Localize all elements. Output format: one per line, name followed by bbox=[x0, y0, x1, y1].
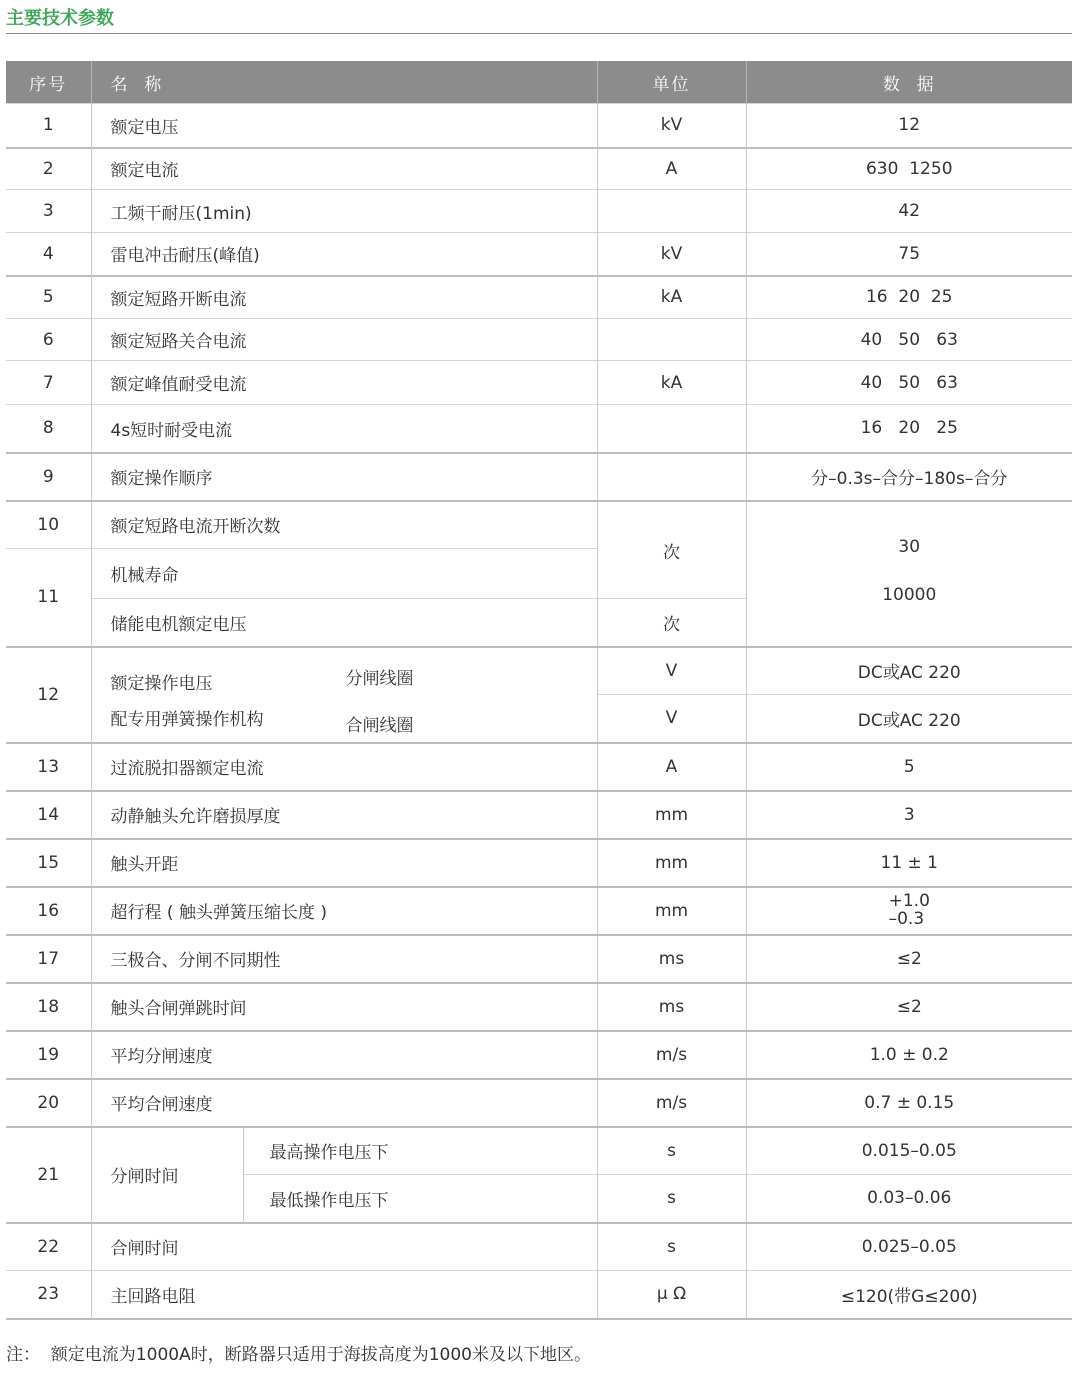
row-value: 16 20 25 bbox=[746, 276, 1072, 319]
row-unit: A bbox=[597, 743, 746, 791]
row-name: 额定短路电流开断次数 bbox=[91, 501, 597, 549]
row-no: 22 bbox=[6, 1223, 91, 1271]
table-row bbox=[6, 1079, 1072, 1127]
row-unit: mm bbox=[597, 839, 746, 887]
row-unit bbox=[597, 405, 746, 453]
row-no: 20 bbox=[6, 1079, 91, 1127]
row-name-line: 配专用弹簧操作机构 bbox=[110, 709, 264, 730]
row-value: 11 ± 1 bbox=[746, 839, 1072, 887]
row-no: 23 bbox=[6, 1271, 91, 1319]
table-row bbox=[6, 233, 1072, 276]
row-no: 13 bbox=[6, 743, 91, 791]
row-no: 9 bbox=[6, 453, 91, 501]
row-unit: mm bbox=[597, 791, 746, 839]
header-name: 名 称 bbox=[91, 61, 597, 104]
row-name: 额定电流 bbox=[91, 148, 597, 190]
row-name: 触头合闸弹跳时间 bbox=[91, 983, 597, 1031]
table-row bbox=[6, 405, 1072, 453]
row-subname: 合闸线圈 bbox=[345, 715, 414, 736]
row-name: 雷电冲击耐压(峰值) bbox=[91, 233, 597, 276]
row-value: ≤120(带G≤200) bbox=[746, 1271, 1072, 1319]
table-row bbox=[6, 1127, 1072, 1175]
row-value: 5 bbox=[746, 743, 1072, 791]
header-unit: 单位 bbox=[597, 61, 746, 104]
table-row bbox=[6, 319, 1072, 361]
row-name: 主回路电阻 bbox=[91, 1271, 597, 1319]
row-no: 19 bbox=[6, 1031, 91, 1079]
row-unit-text: 次 bbox=[663, 542, 680, 563]
table-row bbox=[6, 1271, 1072, 1319]
row-unit bbox=[597, 453, 746, 501]
row-unit: kV bbox=[597, 233, 746, 276]
table-row bbox=[6, 104, 1072, 148]
table-row bbox=[6, 501, 1072, 549]
table-header-row bbox=[6, 61, 1072, 104]
row-unit: s bbox=[597, 1175, 746, 1223]
table-row bbox=[6, 148, 1072, 190]
row-unit: V bbox=[597, 695, 746, 743]
row-no: 12 bbox=[6, 647, 91, 743]
table-row bbox=[6, 839, 1072, 887]
row-value-text: 10000 bbox=[882, 584, 937, 605]
row-no: 21 bbox=[6, 1127, 91, 1223]
table-row bbox=[6, 935, 1072, 983]
row-name: 额定操作顺序 bbox=[91, 453, 597, 501]
row-name: 动静触头允许磨损厚度 bbox=[91, 791, 597, 839]
row-unit: s bbox=[597, 1223, 746, 1271]
row-value: 42 bbox=[746, 190, 1072, 233]
row-value: 0.025–0.05 bbox=[746, 1223, 1072, 1271]
row-no: 1 bbox=[6, 104, 91, 148]
row-no: 11 bbox=[6, 549, 91, 647]
row-unit: μ Ω bbox=[597, 1271, 746, 1319]
table-row bbox=[6, 1223, 1072, 1271]
row-unit: 次 bbox=[597, 599, 746, 647]
row-name: 合闸时间 bbox=[91, 1223, 597, 1271]
table-row bbox=[6, 983, 1072, 1031]
row-unit: ms bbox=[597, 983, 746, 1031]
row-value: 0.015–0.05 bbox=[746, 1127, 1072, 1175]
row-unit: A bbox=[597, 148, 746, 190]
row-no: 10 bbox=[6, 501, 91, 549]
table-row bbox=[6, 743, 1072, 791]
row-no: 7 bbox=[6, 361, 91, 405]
row-value: ≤2 bbox=[746, 983, 1072, 1031]
row-value: 40 50 63 bbox=[746, 319, 1072, 361]
row-no: 15 bbox=[6, 839, 91, 887]
row-no: 16 bbox=[6, 887, 91, 935]
row-name: 额定短路关合电流 bbox=[91, 319, 597, 361]
row-name: 工频干耐压(1min) bbox=[91, 190, 597, 233]
row-name: 分闸时间 bbox=[91, 1127, 243, 1223]
row-unit: mm bbox=[597, 887, 746, 935]
row-value: 12 bbox=[746, 104, 1072, 148]
row-unit: kA bbox=[597, 361, 746, 405]
row-name: 额定短路开断电流 bbox=[91, 276, 597, 319]
tolerance-lower: –0.3 bbox=[888, 909, 925, 929]
row-name: 平均分闸速度 bbox=[91, 1031, 597, 1079]
row-value: 630 1250 bbox=[746, 148, 1072, 190]
row-value: DC或AC 220 bbox=[746, 647, 1072, 695]
row-unit: s bbox=[597, 1127, 746, 1175]
row-no: 3 bbox=[6, 190, 91, 233]
row-unit: m/s bbox=[597, 1079, 746, 1127]
row-name: 机械寿命 bbox=[91, 549, 597, 599]
row-no: 14 bbox=[6, 791, 91, 839]
row-name bbox=[91, 647, 597, 743]
row-value: 0.7 ± 0.15 bbox=[746, 1079, 1072, 1127]
row-unit: kV bbox=[597, 104, 746, 148]
row-unit: V bbox=[597, 647, 746, 695]
row-name: 触头开距 bbox=[91, 839, 597, 887]
tolerance-upper: +1.0 bbox=[888, 891, 930, 911]
row-no: 6 bbox=[6, 319, 91, 361]
row-name: 4s短时耐受电流 bbox=[91, 405, 597, 453]
row-value bbox=[746, 887, 1072, 935]
row-value-text: 30 bbox=[898, 536, 921, 557]
row-value: 75 bbox=[746, 233, 1072, 276]
table-row bbox=[6, 887, 1072, 935]
row-name: 储能电机额定电压 bbox=[91, 599, 597, 647]
row-unit: m/s bbox=[597, 1031, 746, 1079]
table-row bbox=[6, 276, 1072, 319]
table-row bbox=[6, 1031, 1072, 1079]
table-row bbox=[6, 453, 1072, 501]
row-name: 额定峰值耐受电流 bbox=[91, 361, 597, 405]
row-unit bbox=[597, 501, 746, 599]
row-no: 2 bbox=[6, 148, 91, 190]
row-no: 17 bbox=[6, 935, 91, 983]
row-value: 1.0 ± 0.2 bbox=[746, 1031, 1072, 1079]
row-unit bbox=[597, 190, 746, 233]
row-unit: ms bbox=[597, 935, 746, 983]
row-name: 平均合闸速度 bbox=[91, 1079, 597, 1127]
header-value: 数 据 bbox=[746, 61, 1072, 104]
row-subname: 最低操作电压下 bbox=[243, 1175, 597, 1223]
row-value: 16 20 25 bbox=[746, 405, 1072, 453]
row-name: 额定电压 bbox=[91, 104, 597, 148]
footnote: 注： 额定电流为1000A时，断路器只适用于海拔高度为1000米及以下地区。 bbox=[6, 1345, 591, 1365]
row-value bbox=[746, 501, 1072, 647]
row-unit bbox=[597, 319, 746, 361]
row-value: 分–0.3s–合分–180s–合分 bbox=[746, 453, 1072, 501]
title-divider bbox=[6, 33, 1072, 34]
row-no: 8 bbox=[6, 405, 91, 453]
row-name-line: 额定操作电压 bbox=[110, 673, 213, 694]
row-value: 3 bbox=[746, 791, 1072, 839]
table-row bbox=[6, 647, 1072, 695]
table-row bbox=[6, 791, 1072, 839]
table-row bbox=[6, 361, 1072, 405]
row-no: 18 bbox=[6, 983, 91, 1031]
header-no: 序号 bbox=[6, 61, 91, 104]
table-row bbox=[6, 190, 1072, 233]
section-title: 主要技术参数 bbox=[6, 8, 114, 29]
row-value: ≤2 bbox=[746, 935, 1072, 983]
row-unit: kA bbox=[597, 276, 746, 319]
row-subname: 分闸线圈 bbox=[345, 668, 414, 689]
row-value: 40 50 63 bbox=[746, 361, 1072, 405]
row-value: DC或AC 220 bbox=[746, 695, 1072, 743]
row-no: 4 bbox=[6, 233, 91, 276]
row-name: 三极合、分闸不同期性 bbox=[91, 935, 597, 983]
row-value: 0.03–0.06 bbox=[746, 1175, 1072, 1223]
spec-table bbox=[6, 61, 1072, 1320]
row-name: 过流脱扣器额定电流 bbox=[91, 743, 597, 791]
row-subname: 最高操作电压下 bbox=[243, 1127, 597, 1175]
row-name: 超行程 ( 触头弹簧压缩长度 ) bbox=[91, 887, 597, 935]
row-no: 5 bbox=[6, 276, 91, 319]
